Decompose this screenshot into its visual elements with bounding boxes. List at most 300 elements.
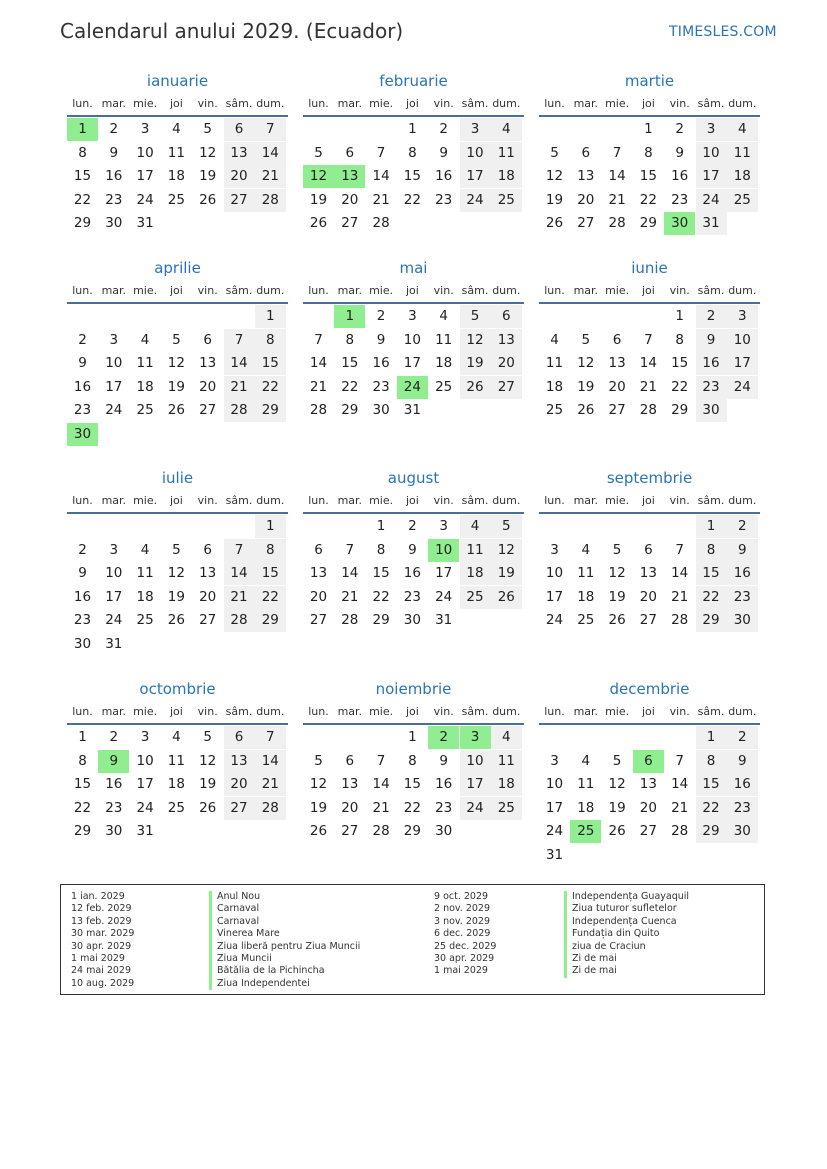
day-cell: 15 <box>255 352 286 375</box>
legend-holiday-name: Carnaval <box>209 903 360 915</box>
day-cell: 16 <box>105 168 123 185</box>
day-cell: 13 <box>577 168 595 185</box>
day-cell: 16 <box>696 352 727 375</box>
day-cell: 4 <box>491 118 522 141</box>
day-cell: 11 <box>167 752 185 769</box>
day-cell: 30 <box>73 636 92 652</box>
day-cell: 24 <box>727 376 758 399</box>
day-cell: 3 <box>109 541 119 558</box>
day-cell: 26 <box>199 191 217 208</box>
weekday-header <box>67 283 288 299</box>
day-cell: 17 <box>105 588 123 605</box>
day-cell: 19 <box>577 378 595 395</box>
weekday-label: sâm. <box>225 705 253 718</box>
day-cell: 21 <box>255 773 286 796</box>
month-separator <box>539 512 760 514</box>
weekday-label: mie. <box>369 97 394 110</box>
day-cell: 4 <box>140 541 150 558</box>
day-cell: 9 <box>376 331 386 348</box>
day-cell: 4 <box>581 752 591 769</box>
weekday-label: joi <box>405 284 419 297</box>
day-cell: 21 <box>671 588 689 605</box>
day-cell-holiday: 6 <box>633 750 664 773</box>
day-cell: 25 <box>460 586 491 609</box>
day-cell: 20 <box>639 799 657 816</box>
day-cell: 20 <box>577 191 595 208</box>
day-cell: 17 <box>136 776 154 793</box>
legend-left-names <box>209 891 360 990</box>
day-cell: 22 <box>372 588 390 605</box>
day-cell: 6 <box>203 541 212 558</box>
day-cell: 15 <box>73 168 92 185</box>
month-title: septembrie <box>606 469 693 487</box>
weekday-label: joi <box>169 494 183 507</box>
legend-holiday-name: Vinerea Mare <box>209 928 360 940</box>
day-cell: 21 <box>372 191 390 208</box>
legend-right-names <box>564 891 689 978</box>
day-cell: 31 <box>403 402 421 419</box>
day-cell: 13 <box>199 355 217 372</box>
day-cell: 12 <box>608 565 626 582</box>
weekday-label: mie. <box>133 284 158 297</box>
legend-holiday-name: Bătălia de la Pichincha <box>209 965 360 977</box>
day-cell: 11 <box>491 142 522 165</box>
weekday-label: lun. <box>72 97 93 110</box>
weekday-label: vin. <box>433 284 454 297</box>
day-cell: 11 <box>577 565 595 582</box>
day-cell: 12 <box>167 355 185 372</box>
day-cell: 16 <box>73 588 92 605</box>
day-cell: 14 <box>255 750 286 773</box>
day-cell: 20 <box>199 378 217 395</box>
month-title: mai <box>399 259 428 277</box>
brand-link[interactable]: TIMESLES.COM <box>669 24 777 40</box>
day-cell: 12 <box>309 776 328 793</box>
day-cell: 2 <box>675 121 684 137</box>
legend-holiday-name: Anul Nou <box>209 891 360 903</box>
weekday-label: mar. <box>573 284 599 297</box>
day-cell: 12 <box>577 355 595 372</box>
day-cell: 29 <box>696 609 727 632</box>
day-cell: 7 <box>376 144 386 161</box>
weekday-label: lun. <box>544 494 565 507</box>
day-cell: 28 <box>671 612 689 629</box>
weekday-label: sâm. <box>461 284 489 297</box>
day-cell: 14 <box>341 565 359 582</box>
day-cell: 19 <box>460 352 491 375</box>
day-cell: 7 <box>255 726 286 749</box>
day-cell: 27 <box>577 215 595 232</box>
month-separator <box>303 115 524 117</box>
legend-holiday-name: Fundația din Quito <box>564 928 689 940</box>
day-cell: 3 <box>439 518 448 534</box>
legend-holiday-name: Zi de mai <box>564 953 689 965</box>
day-cell: 18 <box>136 588 154 605</box>
month-separator <box>303 512 524 514</box>
day-cell: 2 <box>78 331 87 348</box>
weekday-label: joi <box>641 705 655 718</box>
legend-holiday-name: ziua de Craciun <box>564 941 689 953</box>
day-cell: 23 <box>727 797 758 820</box>
day-cell: 15 <box>696 562 727 585</box>
weekday-header <box>303 704 524 720</box>
weekday-label: lun. <box>308 494 329 507</box>
days-grid <box>303 305 524 449</box>
day-cell: 17 <box>460 773 491 796</box>
weekday-header <box>539 283 760 299</box>
day-cell: 10 <box>136 752 154 769</box>
day-cell: 19 <box>199 776 217 793</box>
day-cell: 1 <box>78 729 87 745</box>
day-cell: 13 <box>224 142 255 165</box>
day-cell: 25 <box>491 797 522 820</box>
day-cell: 24 <box>460 797 491 820</box>
day-cell: 28 <box>639 402 657 419</box>
day-cell: 29 <box>696 820 727 843</box>
day-cell: 21 <box>309 378 328 395</box>
day-cell: 29 <box>73 823 92 840</box>
day-cell: 22 <box>696 586 727 609</box>
day-cell: 16 <box>105 776 123 793</box>
day-cell: 27 <box>199 402 217 419</box>
day-cell: 25 <box>136 402 154 419</box>
day-cell: 17 <box>545 799 564 816</box>
day-cell: 11 <box>136 565 154 582</box>
weekday-label: lun. <box>544 284 565 297</box>
day-cell: 2 <box>78 541 87 558</box>
weekday-header <box>303 283 524 299</box>
day-cell: 17 <box>460 165 491 188</box>
day-cell: 19 <box>545 191 564 208</box>
days-grid <box>539 118 760 262</box>
day-cell: 31 <box>435 612 453 629</box>
weekday-label: lun. <box>72 494 93 507</box>
day-cell: 28 <box>372 215 390 232</box>
weekday-label: mar. <box>101 705 127 718</box>
day-cell: 29 <box>403 823 421 840</box>
day-cell: 18 <box>435 355 453 372</box>
day-cell: 20 <box>309 588 328 605</box>
day-cell: 18 <box>460 562 491 585</box>
day-cell: 15 <box>639 168 657 185</box>
weekday-label: dum. <box>728 705 757 718</box>
day-cell: 18 <box>167 776 185 793</box>
weekday-label: lun. <box>308 97 329 110</box>
day-cell: 4 <box>491 726 522 749</box>
day-cell: 9 <box>78 355 87 372</box>
weekday-label: sâm. <box>461 494 489 507</box>
day-cell: 29 <box>255 399 286 422</box>
weekday-label: dum. <box>492 284 521 297</box>
day-cell: 11 <box>727 142 758 165</box>
weekday-label: vin. <box>433 705 454 718</box>
day-cell: 22 <box>73 799 92 816</box>
weekday-label: joi <box>169 705 183 718</box>
legend-holiday-date: 1 mai 2029 <box>71 952 125 964</box>
legend-right-dates <box>434 891 496 978</box>
day-cell: 16 <box>671 168 689 185</box>
day-cell: 22 <box>403 799 421 816</box>
weekday-label: dum. <box>256 97 285 110</box>
day-cell: 16 <box>372 355 390 372</box>
weekday-label: mar. <box>101 97 127 110</box>
day-cell: 24 <box>105 402 123 419</box>
day-cell: 15 <box>403 776 421 793</box>
weekday-label: vin. <box>197 705 218 718</box>
month-title: martie <box>624 72 675 90</box>
weekday-label: vin. <box>669 284 690 297</box>
month-title: noiembrie <box>375 680 452 698</box>
day-cell: 19 <box>167 378 185 395</box>
day-cell-holiday: 10 <box>428 539 459 562</box>
day-cell: 18 <box>167 168 185 185</box>
legend-holiday-date: 30 apr. 2029 <box>71 940 132 952</box>
day-cell: 21 <box>341 588 359 605</box>
day-cell: 10 <box>545 776 564 793</box>
day-cell: 3 <box>140 729 150 745</box>
day-cell: 24 <box>696 189 727 212</box>
legend-holiday-name: Carnaval <box>209 916 360 928</box>
weekday-label: dum. <box>728 494 757 507</box>
weekday-label: dum. <box>728 97 757 110</box>
weekday-label: sâm. <box>697 705 725 718</box>
weekday-header <box>67 704 288 720</box>
weekday-label: vin. <box>669 494 690 507</box>
day-cell: 5 <box>491 515 522 538</box>
day-cell: 28 <box>255 189 286 212</box>
days-grid <box>303 515 524 659</box>
weekday-label: dum. <box>256 705 285 718</box>
day-cell: 1 <box>675 308 684 324</box>
day-cell: 7 <box>675 541 684 558</box>
day-cell: 2 <box>727 726 758 749</box>
day-cell: 30 <box>105 215 123 232</box>
day-cell: 3 <box>550 541 559 558</box>
day-cell: 26 <box>167 402 185 419</box>
weekday-label: lun. <box>544 705 565 718</box>
weekday-label: mie. <box>133 97 158 110</box>
day-cell: 17 <box>403 355 421 372</box>
weekday-label: mar. <box>573 705 599 718</box>
day-cell: 6 <box>224 726 255 749</box>
weekday-label: vin. <box>433 494 454 507</box>
weekday-header <box>539 493 760 509</box>
day-cell: 30 <box>435 823 453 840</box>
day-cell: 12 <box>199 144 217 161</box>
day-cell: 1 <box>408 121 417 137</box>
day-cell: 10 <box>460 750 491 773</box>
day-cell: 1 <box>696 726 727 749</box>
day-cell: 13 <box>639 565 657 582</box>
weekday-label: mie. <box>369 284 394 297</box>
day-cell: 19 <box>167 588 185 605</box>
day-cell: 21 <box>255 165 286 188</box>
day-cell: 10 <box>136 144 154 161</box>
day-cell: 20 <box>199 588 217 605</box>
day-cell: 17 <box>105 378 123 395</box>
day-cell: 17 <box>696 165 727 188</box>
day-cell: 8 <box>675 331 684 348</box>
day-cell: 7 <box>376 752 386 769</box>
day-cell: 21 <box>671 799 689 816</box>
weekday-label: mar. <box>101 494 127 507</box>
day-cell: 23 <box>671 191 689 208</box>
day-cell: 26 <box>309 823 328 840</box>
day-cell: 30 <box>403 612 421 629</box>
weekday-label: joi <box>641 494 655 507</box>
day-cell: 18 <box>577 588 595 605</box>
day-cell: 11 <box>491 750 522 773</box>
month-separator <box>539 723 760 725</box>
day-cell: 24 <box>435 588 453 605</box>
day-cell: 15 <box>255 562 286 585</box>
day-cell: 6 <box>203 331 212 348</box>
weekday-label: mie. <box>605 494 630 507</box>
day-cell: 25 <box>577 612 595 629</box>
day-cell: 21 <box>372 799 390 816</box>
day-cell: 30 <box>727 609 758 632</box>
day-cell: 9 <box>109 144 119 161</box>
day-cell: 29 <box>73 215 92 232</box>
day-cell: 17 <box>435 565 453 582</box>
day-cell: 25 <box>435 378 453 395</box>
legend-holiday-name: Independența Guayaquil <box>564 891 689 903</box>
month-separator <box>303 302 524 304</box>
day-cell: 3 <box>550 752 559 769</box>
day-cell: 18 <box>136 378 154 395</box>
day-cell: 21 <box>224 376 255 399</box>
day-cell: 15 <box>671 355 689 372</box>
weekday-header <box>539 96 760 112</box>
weekday-label: mie. <box>369 494 394 507</box>
day-cell: 14 <box>372 168 390 185</box>
day-cell: 23 <box>105 799 123 816</box>
day-cell: 24 <box>105 612 123 629</box>
day-cell: 16 <box>403 565 421 582</box>
weekday-label: dum. <box>256 284 285 297</box>
weekday-label: joi <box>169 284 183 297</box>
day-cell: 23 <box>73 612 92 629</box>
day-cell: 23 <box>73 402 92 419</box>
day-cell: 14 <box>224 352 255 375</box>
weekday-label: sâm. <box>697 284 725 297</box>
legend-left-dates <box>71 891 134 990</box>
day-cell: 15 <box>341 355 359 372</box>
day-cell: 19 <box>608 799 626 816</box>
weekday-label: dum. <box>492 494 521 507</box>
holiday-legend <box>60 884 765 995</box>
weekday-label: vin. <box>669 97 690 110</box>
day-cell: 27 <box>491 376 522 399</box>
day-cell: 14 <box>224 562 255 585</box>
day-cell: 7 <box>255 118 286 141</box>
day-cell: 23 <box>435 191 453 208</box>
day-cell: 24 <box>460 189 491 212</box>
legend-holiday-date: 1 ian. 2029 <box>71 891 125 902</box>
weekday-label: mie. <box>605 284 630 297</box>
day-cell: 27 <box>341 823 359 840</box>
legend-holiday-name: Ziua Muncii <box>209 953 360 965</box>
weekday-label: mar. <box>101 284 127 297</box>
day-cell: 23 <box>727 586 758 609</box>
day-cell: 23 <box>105 191 123 208</box>
days-grid <box>539 726 760 870</box>
month-title: august <box>387 469 440 487</box>
day-cell: 13 <box>309 565 328 582</box>
weekday-label: vin. <box>197 284 218 297</box>
legend-holiday-date: 10 aug. 2029 <box>71 977 135 989</box>
day-cell: 25 <box>167 799 185 816</box>
day-cell: 15 <box>372 565 390 582</box>
day-cell: 28 <box>224 609 255 632</box>
day-cell: 2 <box>439 121 448 137</box>
day-cell: 7 <box>644 331 653 348</box>
weekday-header <box>539 704 760 720</box>
day-cell: 1 <box>696 515 727 538</box>
weekday-label: sâm. <box>225 284 253 297</box>
legend-holiday-name: Zi de mai <box>564 965 689 977</box>
day-cell: 10 <box>460 142 491 165</box>
day-cell: 3 <box>109 331 119 348</box>
day-cell: 11 <box>460 539 491 562</box>
month-title: iunie <box>631 259 668 277</box>
day-cell: 9 <box>439 752 448 769</box>
day-cell: 2 <box>696 305 727 328</box>
day-cell: 3 <box>696 118 727 141</box>
day-cell: 14 <box>671 776 689 793</box>
month-title: aprilie <box>154 259 201 277</box>
day-cell: 29 <box>372 612 390 629</box>
day-cell: 4 <box>581 541 591 558</box>
day-cell: 22 <box>341 378 359 395</box>
days-grid <box>67 515 288 659</box>
day-cell: 6 <box>612 331 622 348</box>
day-cell: 20 <box>341 191 359 208</box>
day-cell: 17 <box>136 168 154 185</box>
day-cell: 26 <box>167 612 185 629</box>
day-cell: 16 <box>73 378 92 395</box>
days-grid <box>67 305 288 449</box>
day-cell-holiday: 13 <box>334 165 365 188</box>
day-cell: 26 <box>545 215 564 232</box>
day-cell: 11 <box>435 331 453 348</box>
day-cell: 18 <box>577 799 595 816</box>
day-cell: 25 <box>545 402 564 419</box>
day-cell: 4 <box>439 308 448 324</box>
legend-holiday-date: 12 feb. 2029 <box>71 903 132 915</box>
day-cell: 15 <box>73 776 92 793</box>
day-cell: 3 <box>727 305 758 328</box>
day-cell: 6 <box>224 118 255 141</box>
weekday-label: sâm. <box>697 494 725 507</box>
weekday-header <box>67 96 288 112</box>
weekday-label: sâm. <box>697 97 725 110</box>
day-cell: 9 <box>78 565 87 582</box>
weekday-label: joi <box>405 705 419 718</box>
day-cell: 13 <box>224 750 255 773</box>
day-cell: 13 <box>341 776 359 793</box>
day-cell: 12 <box>491 539 522 562</box>
legend-holiday-date: 30 mar. 2029 <box>71 928 135 940</box>
day-cell: 2 <box>109 729 119 745</box>
day-cell: 10 <box>545 565 564 582</box>
day-cell: 30 <box>105 823 123 840</box>
weekday-label: vin. <box>197 494 218 507</box>
month-separator <box>67 512 288 514</box>
day-cell: 7 <box>612 144 622 161</box>
weekday-label: dum. <box>492 97 521 110</box>
day-cell: 13 <box>608 355 626 372</box>
